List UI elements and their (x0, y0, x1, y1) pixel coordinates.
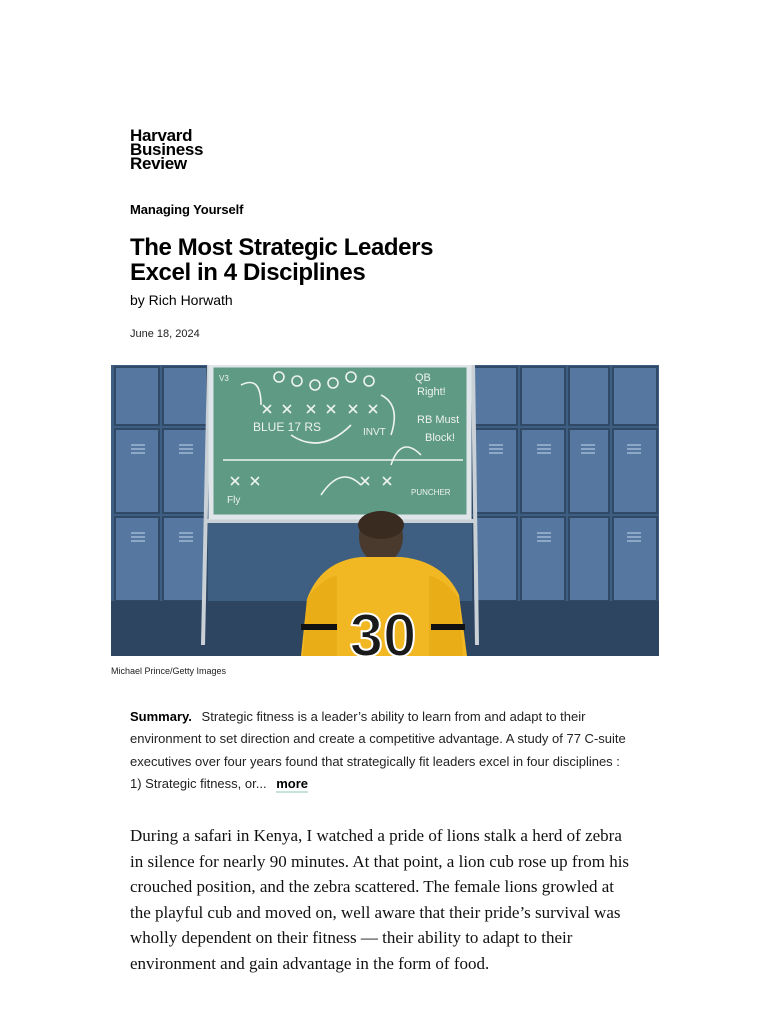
svg-text:BLUE 17 RS: BLUE 17 RS (253, 420, 322, 434)
hero-image (111, 365, 659, 656)
svg-text:PUNCHER: PUNCHER (411, 488, 451, 497)
image-credit: Michael Prince/Getty Images (111, 666, 227, 676)
hero-illustration (111, 365, 659, 656)
logo-line-harvard: Harvard (130, 126, 193, 145)
logo-line-business: Business (130, 140, 204, 159)
svg-text:RB Must: RB Must (417, 414, 460, 426)
svg-text:Right!: Right! (417, 386, 446, 398)
article-headline (130, 235, 510, 285)
article-topic-link[interactable]: Managing Yourself (130, 202, 244, 217)
svg-text:Block!: Block! (425, 432, 455, 444)
headline-line-1: The Most Strategic Leaders (130, 234, 434, 261)
svg-text:V3: V3 (219, 374, 229, 383)
summary-more-button[interactable]: more (276, 775, 308, 791)
logo-line-review: Review (130, 154, 187, 173)
svg-text:INVT: INVT (363, 427, 386, 438)
article-byline[interactable]: by Rich Horwath (130, 292, 233, 308)
svg-text:Fly: Fly (227, 495, 241, 506)
publish-date: June 18, 2024 (130, 328, 200, 340)
hbr-logo[interactable] (130, 126, 204, 173)
summary-text: Strategic fitness is a leader’s ability to learn from and adapt to their environment to set direction and create a competitive advantage. A study of 77 C-suite executives over four years found that strategically fit leaders excel in four disciplines : 1) Strategic fitness, or... (130, 709, 626, 791)
jersey-number: 30 (349, 602, 417, 656)
summary-label: Summary. (130, 709, 192, 724)
article-body-paragraph: During a safari in Kenya, I watched a pride of lions stalk a herd of zebra in silence for nearly 90 minutes. At that point, a lion cub rose up from his crouched position, and the zebra scattered. The female lions growled at the playful cub and moved on, well aware that their pride’s survival was wholly dependent on their fitness — their ability to adapt to their environment and gain advantage in the form of food. (130, 826, 630, 973)
article-summary (130, 706, 630, 795)
headline-line-2: Excel in 4 Disciplines (130, 259, 366, 286)
svg-text:QB: QB (415, 372, 431, 384)
